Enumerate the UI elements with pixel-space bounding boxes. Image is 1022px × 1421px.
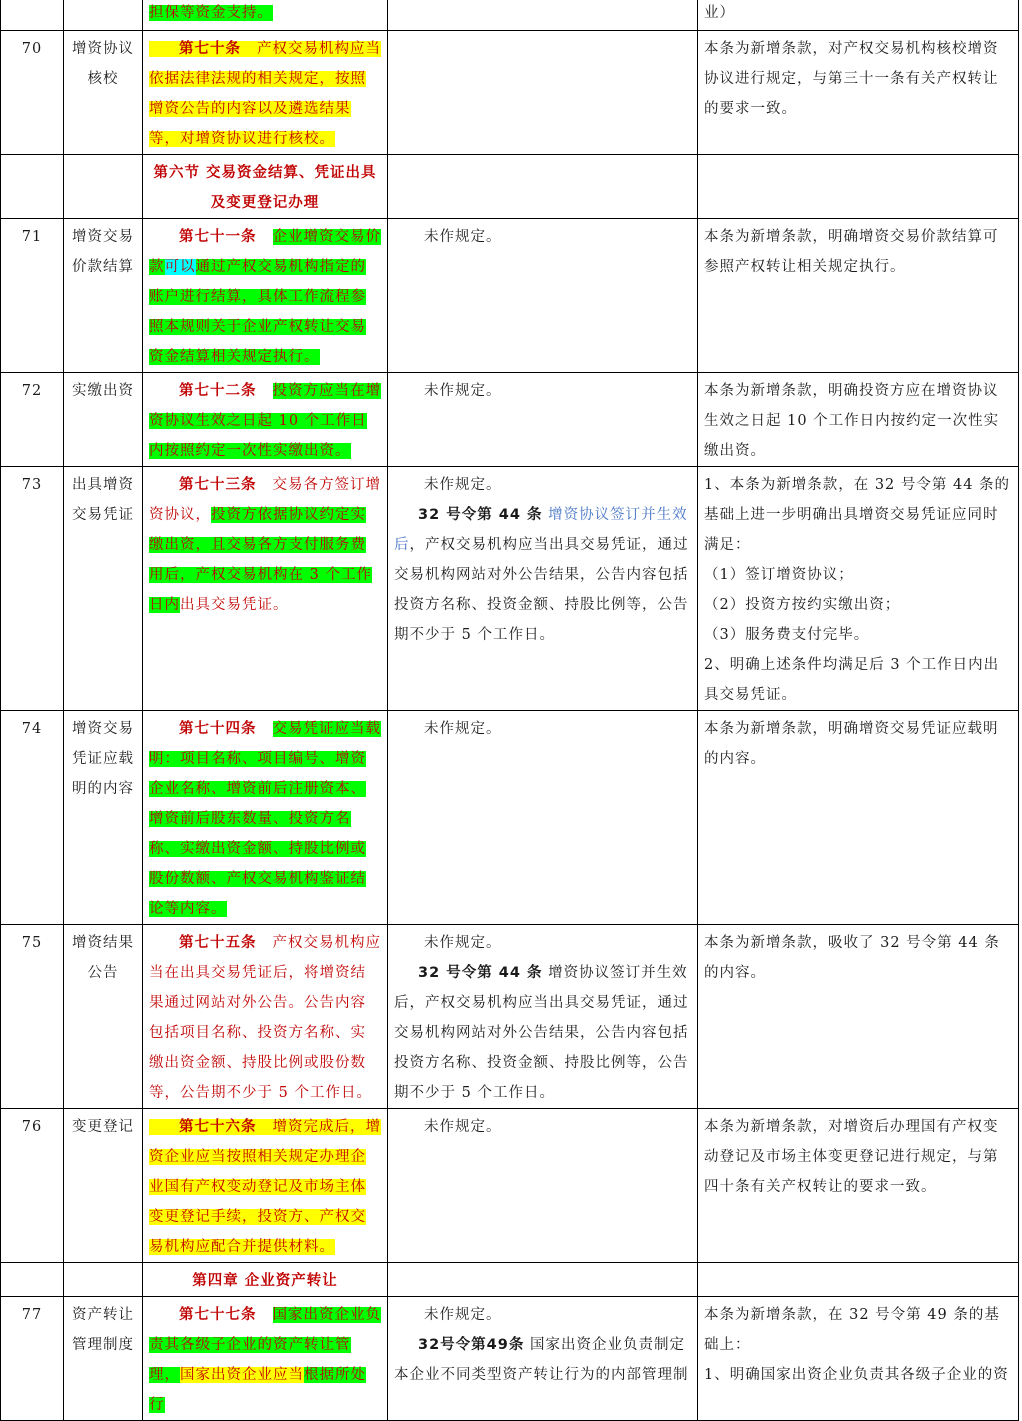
row-title xyxy=(64,0,143,31)
old-rule-text: 未作规定。 xyxy=(388,1109,698,1263)
new-rule-text: 第七十二条 投资方应当在增资协议生效之日起 10 个工作日内按照约定一次性实缴出资。 xyxy=(143,373,388,467)
reference-article: 32 号令第 44 条 xyxy=(418,507,543,523)
old-rule-text: 未作规定。 xyxy=(388,711,698,925)
row-title: 资产转让管理制度 xyxy=(64,1297,143,1421)
row-number: 73 xyxy=(1,467,64,711)
note-text: 本条为新增条款，对产权交易机构核校增资协议进行规定，与第三十一条有关产权转让的要求一致。 xyxy=(698,31,1019,155)
table-row xyxy=(1,373,1019,467)
table-row xyxy=(1,219,1019,373)
section-row xyxy=(1,155,1019,219)
old-rule-text: 未作规定。 32号令第49条 国家出资企业负责制定本企业不同类型资产转让行为的内部管理制 xyxy=(388,1297,698,1421)
article-number: 第七十一条 xyxy=(179,228,257,245)
new-rule-text: 第七十一条 企业增资交易价款可以通过产权交易机构指定的账户进行结算，具体工作流程参照本规则关于企业产权转让交易资金结算相关规定执行。 xyxy=(143,219,388,373)
row-number: 75 xyxy=(1,925,64,1109)
new-rule-text: 第七十条 产权交易机构应当依据法律法规的相关规定，按照增资公告的内容以及遴选结果等，对增资协议进行核校。 xyxy=(143,31,388,155)
section-row xyxy=(1,1263,1019,1297)
note-text: 本条为新增条款，明确投资方应在增资协议生效之日起 10 个工作日内按约定一次性实缴出资。 xyxy=(698,373,1019,467)
new-rule-text: 第七十三条 交易各方签订增资协议，投资方依据协议约定实缴出资，且交易各方支付服务费用后，产权交易机构在 3 个工作日内出具交易凭证。 xyxy=(143,467,388,711)
note-text: 本条为新增条款，明确增资交易凭证应载明的内容。 xyxy=(698,711,1019,925)
old-rule-text: 未作规定。 xyxy=(388,373,698,467)
old-rule-text: 未作规定。 xyxy=(388,219,698,373)
new-rule-text: 第七十五条 产权交易机构应当在出具交易凭证后，将增资结果通过网站对外公告。公告内容包括项目名称、投资方名称、实缴出资金额、持股比例或股份数等，公告期不少于 5 个工作日。 xyxy=(143,925,388,1109)
table-row xyxy=(1,0,1019,31)
article-number: 第七十七条 xyxy=(179,1306,257,1323)
row-title: 增资结果公告 xyxy=(64,925,143,1109)
row-title: 增资交易凭证应载明的内容 xyxy=(64,711,143,925)
old-rule-text xyxy=(388,31,698,155)
article-number: 第七十六条 xyxy=(179,1118,257,1135)
note-text: 本条为新增条款，在 32 号令第 49 条的基础上： 1、明确国家出资企业负责其各级子企业的资 xyxy=(698,1297,1019,1421)
row-number: 70 xyxy=(1,31,64,155)
article-number: 第七十四条 xyxy=(179,720,257,737)
table-row xyxy=(1,1109,1019,1263)
table-row xyxy=(1,31,1019,155)
row-title: 增资协议核校 xyxy=(64,31,143,155)
note-text: 1、本条为新增条款，在 32 号令第 44 条的基础上进一步明确出具增资交易凭证应同时满足： （1）签订增资协议； （2）投资方按约实缴出资； （3）服务费支付完毕。 2、明确上述条件均满足后 3 个工作日内出具交易凭证。 xyxy=(698,467,1019,711)
section-heading: 第六节 交易资金结算、凭证出具及变更登记办理 xyxy=(143,155,388,219)
chapter-heading: 第四章 企业资产转让 xyxy=(143,1263,388,1297)
table-row xyxy=(1,711,1019,925)
note-text: 本条为新增条款，对增资后办理国有产权变动登记及市场主体变更登记进行规定，与第四十条有关产权转让的要求一致。 xyxy=(698,1109,1019,1263)
article-number: 第七十三条 xyxy=(179,476,257,493)
table-row xyxy=(1,1297,1019,1421)
new-rule-text: 担保等资金支持。 xyxy=(143,0,388,31)
new-rule-text: 第七十六条 增资完成后，增资企业应当按照相关规定办理企业国有产权变动登记及市场主体变更登记手续，投资方、产权交易机构应配合并提供材料。 xyxy=(143,1109,388,1263)
row-number: 76 xyxy=(1,1109,64,1263)
row-title: 实缴出资 xyxy=(64,373,143,467)
article-number: 第七十五条 xyxy=(179,934,257,951)
row-title: 增资交易价款结算 xyxy=(64,219,143,373)
reference-article: 32 号令第 44 条 xyxy=(418,965,543,981)
old-rule-text: 未作规定。 32 号令第 44 条 增资协议签订并生效后，产权交易机构应当出具交易凭证，通过交易机构网站对外公告结果，公告内容包括投资方名称、投资金额、持股比例等，公告期不少于 5 个工作日。 xyxy=(388,925,698,1109)
row-title: 出具增资交易凭证 xyxy=(64,467,143,711)
old-rule-text xyxy=(388,0,698,31)
note-text: 本条为新增条款，吸收了 32 号令第 44 条的内容。 xyxy=(698,925,1019,1109)
note-text: 本条为新增条款，明确增资交易价款结算可参照产权转让相关规定执行。 xyxy=(698,219,1019,373)
row-number: 77 xyxy=(1,1297,64,1421)
old-rule-text: 未作规定。 32 号令第 44 条 增资协议签订并生效后，产权交易机构应当出具交易凭证，通过交易机构网站对外公告结果，公告内容包括投资方名称、投资金额、持股比例等，公告期不少于 5 个工作日。 xyxy=(388,467,698,711)
article-number: 第七十二条 xyxy=(179,382,257,399)
new-rule-text: 第七十四条 交易凭证应当载明：项目名称、项目编号、增资企业名称、增资前后注册资本、增资前后股东数量、投资方名称、实缴出资金额、持股比例或股份数额、产权交易机构鉴证结论等内容。 xyxy=(143,711,388,925)
table-row xyxy=(1,925,1019,1109)
row-title: 变更登记 xyxy=(64,1109,143,1263)
row-number: 72 xyxy=(1,373,64,467)
article-number: 第七十条 xyxy=(179,40,241,57)
row-number: 71 xyxy=(1,219,64,373)
new-rule-text: 第七十七条 国家出资企业负责其各级子企业的资产转让管理，国家出资企业应当根据所处行 xyxy=(143,1297,388,1421)
reference-article: 32号令第49条 xyxy=(418,1337,525,1353)
table-row xyxy=(1,467,1019,711)
row-number: 74 xyxy=(1,711,64,925)
row-number xyxy=(1,0,64,31)
note-text: 业） xyxy=(698,0,1019,31)
